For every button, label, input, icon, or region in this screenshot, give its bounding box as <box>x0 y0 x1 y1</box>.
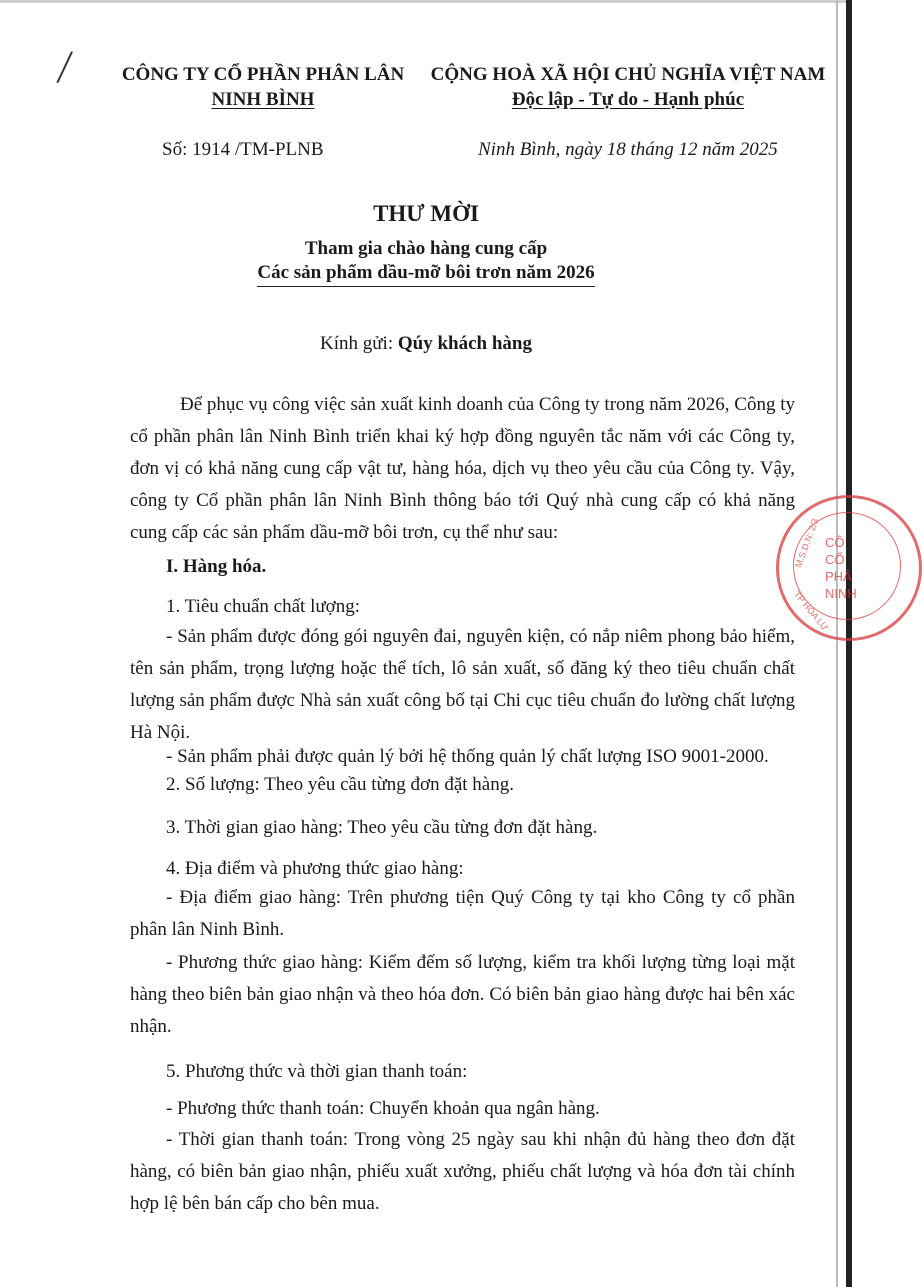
item-delivery-place-method: 4. Địa điểm và phương thức giao hàng: <box>166 858 464 879</box>
section-heading-goods: I. Hàng hóa. <box>166 556 267 577</box>
item-payment: 5. Phương thức và thời gian thanh toán: <box>166 1061 468 1082</box>
seal-line-2: CỔ <box>825 552 845 567</box>
item-payment-method: - Phương thức thanh toán: Chuyển khoản qua ngân hàng. <box>166 1098 600 1119</box>
greeting-prefix: Kính gửi: <box>320 333 398 354</box>
item-quantity: 2. Số lượng: Theo yêu cầu từng đơn đặt hàng. <box>166 774 514 795</box>
company-header <box>118 62 408 112</box>
document-subtitle-1: Tham gia chào hàng cung cấp <box>304 238 548 259</box>
seal-line-3: PHÂ <box>825 569 852 584</box>
item-quality-packaging: - Sản phẩm được đóng gói nguyên đai, nguyên kiện, có nắp niêm phong bảo hiểm, tên sản phẩm, trọng lượng hoặc thể tích, lô sản xuất, số đăng ký theo tiêu chuẩn chất lượng sản phẩm được Nhà sản xuất công bố tại Chi cục tiêu chuẩn đo lường chất lượng Hà Nội. <box>130 626 795 743</box>
document-title: THƯ MỜI <box>373 201 479 226</box>
item-payment-time: - Thời gian thanh toán: Trong vòng 25 ngày sau khi nhận đủ hàng theo đơn đặt hàng, có biên bản giao nhận, phiếu xuất xưởng, phiếu chất lượng và hóa đơn tài chính hợp lệ bên bán cấp cho bên mua. <box>130 1129 795 1214</box>
document-subtitle-2 <box>0 262 852 284</box>
seal-text <box>825 534 857 602</box>
scan-edge-right <box>846 0 852 1287</box>
scan-edge-shadow <box>836 0 838 1287</box>
item-quality-standard: 1. Tiêu chuẩn chất lượng: <box>166 596 360 617</box>
company-name-line2: NINH BÌNH <box>211 89 315 110</box>
item-delivery-method: - Phương thức giao hàng: Kiểm đếm số lượng, kiểm tra khối lượng từng loại mặt hàng theo biên bản giao nhận và theo hóa đơn. Có biên bản giao hàng được hai bên xác nhận. <box>130 952 795 1037</box>
subtitle-2-text: Các sản phẩm dầu-mỡ bôi trơn năm 2026 <box>257 262 594 287</box>
greeting-recipient: Qúy khách hàng <box>397 333 532 354</box>
scan-edge-top <box>0 0 852 3</box>
seal-line-1: CÔ <box>825 535 845 550</box>
seal-ring-top: M.S.D.N: 2/3 <box>793 517 821 569</box>
handwritten-mark: / <box>54 43 75 91</box>
item-quality-iso: - Sản phẩm phải được quản lý bởi hệ thống quản lý chất lượng ISO 9001-2000. <box>166 746 769 767</box>
item-delivery-place: - Địa điểm giao hàng: Trên phương tiện Quý Công ty tại kho Công ty cổ phần phân lân Ninh Bình. <box>130 887 795 940</box>
seal-ring-bottom: TP HOA LƯ <box>791 589 831 633</box>
document-number: Số: 1914 /TM-PLNB <box>162 139 324 160</box>
national-motto <box>428 62 828 112</box>
intro-paragraph: Để phục vụ công việc sản xuất kinh doanh của Công ty trong năm 2026, Công ty cổ phần phân lân Ninh Bình triển khai ký hợp đồng nguyên tắc năm với các Công ty, đơn vị có khả năng cung cấp vật tư, hàng hóa, dịch vụ theo yêu cầu của Công ty. Vậy, công ty Cổ phần phân lân Ninh Bình thông báo tới Quý nhà cung cấp có khả năng cung cấp các sản phẩm dầu-mỡ bôi trơn, cụ thể như sau: <box>130 394 795 543</box>
company-seal <box>776 495 922 641</box>
seal-line-4: NINH <box>825 586 857 601</box>
nation-name: CỘNG HOÀ XÃ HỘI CHỦ NGHĨA VIỆT NAM <box>430 64 826 85</box>
place-date: Ninh Bình, ngày 18 tháng 12 năm 2025 <box>478 139 778 160</box>
item-delivery-time: 3. Thời gian giao hàng: Theo yêu cầu từng đơn đặt hàng. <box>166 817 598 838</box>
company-name-line1: CÔNG TY CỔ PHẦN PHÂN LÂN <box>121 64 405 85</box>
motto: Độc lập - Tự do - Hạnh phúc <box>511 89 745 110</box>
greeting <box>0 333 852 355</box>
